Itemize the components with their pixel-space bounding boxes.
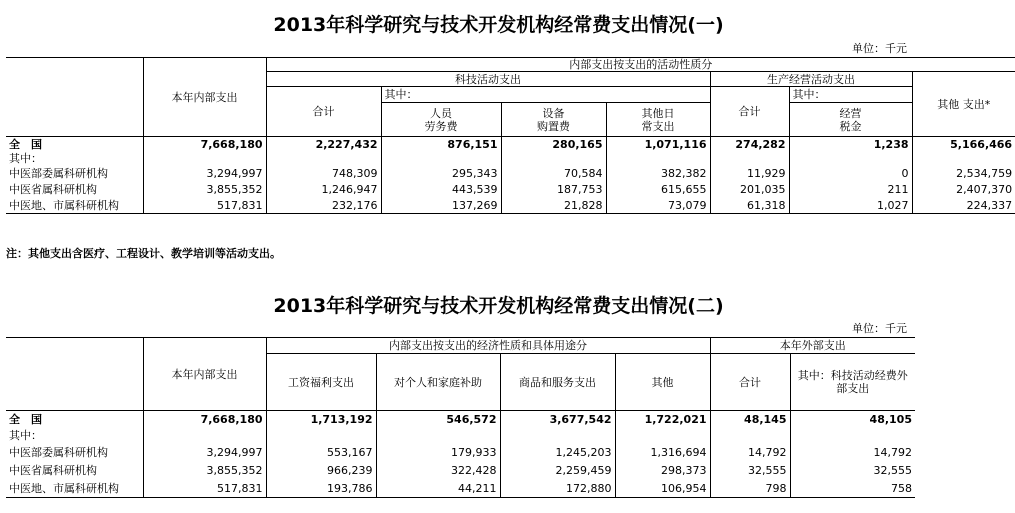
table2-header-econ: 内部支出按支出的经济性质和具体用途分: [266, 338, 710, 354]
table1-header-prod-among: 其中：: [789, 87, 912, 103]
cell: 172,880: [500, 480, 615, 498]
table-row: [6, 480, 915, 498]
cell: 11,929: [710, 166, 789, 182]
cell: 798: [710, 480, 790, 498]
cell: 0: [789, 166, 912, 182]
table1-header-prod: 生产经营活动支出: [710, 72, 912, 87]
cell: 14,792: [710, 444, 790, 462]
cell: 3,294,997: [143, 166, 266, 182]
table1-title: 2013年科学研究与技术开发机构经常费支出情况(一): [273, 14, 724, 36]
table1-header-sci-among: 其中：: [381, 87, 710, 103]
row-label: 全 国: [6, 411, 143, 428]
cell: 32,555: [710, 462, 790, 480]
cell: 748,309: [266, 166, 381, 182]
cell: 280,165: [501, 137, 606, 152]
cell: 1,316,694: [615, 444, 710, 462]
cell: 443,539: [381, 182, 501, 198]
cell: 2,259,459: [500, 462, 615, 480]
row-label: 中医地、市属科研机构: [6, 198, 143, 214]
table1-header-internal: 本年内部支出: [143, 58, 266, 137]
cell: 517,831: [143, 198, 266, 214]
table1-unit: 单位：千元: [852, 42, 907, 55]
table2-header-ext-sci: 其中：科技活动经费外 部支出: [790, 354, 915, 411]
table1-header-personnel: 人员 劳务费: [381, 103, 501, 137]
cell: 2,407,370: [912, 182, 1015, 198]
table-row: [6, 428, 915, 444]
table-row: [6, 182, 1015, 198]
cell: 1,245,203: [500, 444, 615, 462]
cell: 5,166,466: [912, 137, 1015, 152]
table1-header-other: 其他 支出*: [912, 72, 1015, 137]
table2-header-goods: 商品和服务支出: [500, 354, 615, 411]
table-row: [6, 137, 1015, 152]
cell: 2,534,759: [912, 166, 1015, 182]
cell: 553,167: [266, 444, 376, 462]
cell: 106,954: [615, 480, 710, 498]
table1: [6, 57, 1015, 214]
cell: 48,145: [710, 411, 790, 428]
table2-header-other: 其他: [615, 354, 710, 411]
cell: 7,668,180: [143, 411, 266, 428]
table1-header-prod-total: 合计: [710, 87, 789, 137]
cell: 876,151: [381, 137, 501, 152]
table2-header-internal: 本年内部支出: [143, 338, 266, 411]
row-label: 其中：: [9, 152, 42, 165]
cell: 322,428: [376, 462, 500, 480]
cell: 14,792: [790, 444, 915, 462]
table1-header-sci-total: 合计: [266, 87, 381, 137]
table2-stub-header: [6, 338, 143, 411]
table-row: [6, 152, 1015, 166]
cell: 44,211: [376, 480, 500, 498]
table2-header-external: 本年外部支出: [710, 338, 915, 354]
row-label: 中医地、市属科研机构: [6, 480, 143, 498]
cell: 1,071,116: [606, 137, 710, 152]
cell: 1,238: [789, 137, 912, 152]
table1-header-sci-other: 其他日 常支出: [606, 103, 710, 137]
cell: 211: [789, 182, 912, 198]
table2-header-household: 对个人和家庭补助: [376, 354, 500, 411]
table-row: [6, 462, 915, 480]
table1-header-by-activity: 内部支出按支出的活动性质分: [266, 58, 1015, 72]
cell: 3,677,542: [500, 411, 615, 428]
table1-header-equipment: 设备 购置费: [501, 103, 606, 137]
cell: 137,269: [381, 198, 501, 214]
cell: 1,246,947: [266, 182, 381, 198]
row-label: 全 国: [6, 137, 143, 152]
cell: 1,713,192: [266, 411, 376, 428]
cell: 7,668,180: [143, 137, 266, 152]
cell: 517,831: [143, 480, 266, 498]
table1-header-sci: 科技活动支出: [266, 72, 710, 87]
cell: 615,655: [606, 182, 710, 198]
cell: 966,239: [266, 462, 376, 480]
table1-note: 注：其他支出含医疗、工程设计、教学培训等活动支出。: [6, 247, 281, 260]
table-row: [6, 411, 915, 428]
table-row: [6, 444, 915, 462]
cell: 382,382: [606, 166, 710, 182]
cell: 546,572: [376, 411, 500, 428]
row-label: 中医部委属科研机构: [9, 167, 108, 180]
cell: 3,294,997: [143, 444, 266, 462]
cell: 21,828: [501, 198, 606, 214]
cell: 201,035: [710, 182, 789, 198]
cell: 187,753: [501, 182, 606, 198]
cell: 3,855,352: [143, 182, 266, 198]
cell: 1,722,021: [615, 411, 710, 428]
cell: 295,343: [381, 166, 501, 182]
table2: [6, 337, 915, 498]
row-label: 中医省属科研机构: [9, 464, 97, 477]
cell: 70,584: [501, 166, 606, 182]
cell: 274,282: [710, 137, 789, 152]
cell: 298,373: [615, 462, 710, 480]
cell: 193,786: [266, 480, 376, 498]
row-label: 中医省属科研机构: [9, 183, 97, 196]
row-label: 中医部委属科研机构: [9, 446, 108, 459]
cell: 73,079: [606, 198, 710, 214]
table2-title: 2013年科学研究与技术开发机构经常费支出情况(二): [273, 295, 724, 317]
table2-header-wages: 工资福利支出: [266, 354, 376, 411]
cell: 232,176: [266, 198, 381, 214]
table1-stub-header: [6, 58, 143, 137]
cell: 1,027: [789, 198, 912, 214]
cell: 758: [790, 480, 915, 498]
cell: 61,318: [710, 198, 789, 214]
row-label: 其中：: [9, 429, 42, 442]
cell: 179,933: [376, 444, 500, 462]
cell: 2,227,432: [266, 137, 381, 152]
cell: 32,555: [790, 462, 915, 480]
table2-header-ext-total: 合计: [710, 354, 790, 411]
cell: 3,855,352: [143, 462, 266, 480]
table-row: [6, 198, 1015, 214]
cell: 224,337: [912, 198, 1015, 214]
table1-header-tax: 经营 税金: [789, 103, 912, 137]
cell: 48,105: [790, 411, 915, 428]
table2-unit: 单位：千元: [852, 322, 907, 335]
table-row: [6, 166, 1015, 182]
